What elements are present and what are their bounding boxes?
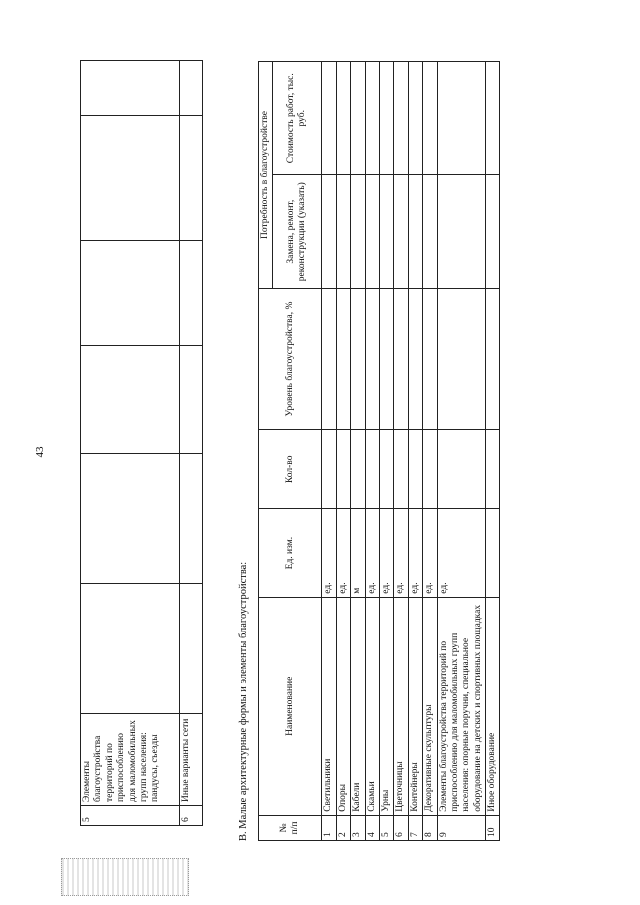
empty-cell (437, 62, 486, 175)
empty-cell (351, 288, 365, 429)
row-name: Элементы благоустройства территорий по приспособлению для маломобильных групп населения: пандусы, съезды (81, 714, 180, 806)
row-unit: ед. (423, 509, 437, 597)
empty-cell (437, 288, 486, 429)
empty-cell (81, 454, 180, 584)
row-unit (486, 509, 500, 597)
empty-cell (423, 62, 437, 175)
empty-cell (408, 430, 422, 509)
section-title: В. Малые архитектурные формы и элементы благоустройства: (238, 561, 249, 841)
empty-cell (322, 175, 336, 288)
row-unit: м (351, 509, 365, 597)
empty-cell (336, 288, 350, 429)
header-level: Уровень благоустройства, % (259, 288, 322, 429)
row-name: Урны (379, 597, 393, 815)
empty-cell (365, 430, 379, 509)
table-row (351, 62, 365, 841)
empty-cell (81, 61, 180, 116)
empty-cell (437, 175, 486, 288)
empty-cell (322, 430, 336, 509)
row-number: 10 (486, 815, 500, 840)
empty-cell (81, 116, 180, 241)
empty-cell (336, 62, 350, 175)
empty-cell (81, 346, 180, 454)
row-name: Опоры (336, 597, 350, 815)
empty-cell (81, 241, 180, 346)
empty-cell (423, 288, 437, 429)
row-number: 6 (394, 815, 408, 840)
empty-cell (180, 454, 203, 584)
empty-cell (379, 288, 393, 429)
row-name: Декоративные скульптуры (423, 597, 437, 815)
header-number: № п/п (259, 815, 322, 840)
header-cost: Стоимость работ, тыс. руб. (273, 62, 322, 175)
row-name: Контейнеры (408, 597, 422, 815)
empty-cell (408, 288, 422, 429)
row-unit: ед. (379, 509, 393, 597)
row-number: 9 (437, 815, 486, 840)
empty-cell (365, 62, 379, 175)
small-forms-table (258, 61, 500, 841)
empty-cell (180, 584, 203, 714)
empty-cell (423, 175, 437, 288)
row-number: 2 (336, 815, 350, 840)
table-row (394, 62, 408, 841)
row-number: 5 (81, 806, 180, 826)
row-number: 4 (365, 815, 379, 840)
header-quantity: Кол-во (259, 430, 322, 509)
table-row (379, 62, 393, 841)
row-number: 1 (322, 815, 336, 840)
table-row (437, 62, 486, 841)
scan-stamp (61, 858, 189, 896)
empty-cell (379, 62, 393, 175)
empty-cell (394, 175, 408, 288)
header-need: Потребность в благоустройстве (259, 62, 273, 289)
table-row (81, 61, 180, 826)
empty-cell (322, 288, 336, 429)
row-number: 5 (379, 815, 393, 840)
empty-cell (394, 288, 408, 429)
empty-cell (408, 175, 422, 288)
empty-cell (180, 116, 203, 241)
empty-cell (437, 430, 486, 509)
empty-cell (322, 62, 336, 175)
row-name: Цветочницы (394, 597, 408, 815)
table-row (423, 62, 437, 841)
empty-cell (336, 430, 350, 509)
table-row (180, 61, 203, 826)
page-number: 43 (34, 446, 46, 458)
row-unit: ед. (394, 509, 408, 597)
empty-cell (486, 62, 500, 175)
row-unit: ед. (437, 509, 486, 597)
empty-cell (180, 346, 203, 454)
row-name: Кабели (351, 597, 365, 815)
table-row (408, 62, 422, 841)
row-name: Элементы благоустройства территорий по приспособлению для маломобильных групп населения: опорные поручни, специальное оборудование на детских и спортивных площадках (437, 597, 486, 815)
table-row (365, 62, 379, 841)
empty-cell (394, 62, 408, 175)
header-repair: Замена, ремонт, реконструкции (указать) (273, 175, 322, 288)
empty-cell (486, 288, 500, 429)
empty-cell (365, 288, 379, 429)
empty-cell (423, 430, 437, 509)
empty-cell (394, 430, 408, 509)
empty-cell (408, 62, 422, 175)
table-row (322, 62, 336, 841)
row-unit: ед. (322, 509, 336, 597)
empty-cell (486, 430, 500, 509)
row-unit: ед. (365, 509, 379, 597)
empty-cell (379, 175, 393, 288)
empty-cell (351, 175, 365, 288)
empty-cell (180, 241, 203, 346)
empty-cell (351, 430, 365, 509)
row-unit: ед. (336, 509, 350, 597)
row-number: 6 (180, 806, 203, 826)
empty-cell (365, 175, 379, 288)
table-row (486, 62, 500, 841)
top-table (80, 60, 203, 826)
rotated-content (60, 46, 498, 846)
row-name: Светильники (322, 597, 336, 815)
empty-cell (351, 62, 365, 175)
empty-cell (379, 430, 393, 509)
row-number: 7 (408, 815, 422, 840)
header-unit: Ед. изм. (259, 509, 322, 597)
row-name: Иное оборудование (486, 597, 500, 815)
header-name: Наименование (259, 597, 322, 815)
empty-cell (81, 584, 180, 714)
row-name: Скамьи (365, 597, 379, 815)
row-name: Иные варианты сети (180, 714, 203, 806)
empty-cell (336, 175, 350, 288)
row-unit: ед. (408, 509, 422, 597)
row-number: 8 (423, 815, 437, 840)
empty-cell (180, 61, 203, 116)
table-row (336, 62, 350, 841)
row-number: 3 (351, 815, 365, 840)
empty-cell (486, 175, 500, 288)
